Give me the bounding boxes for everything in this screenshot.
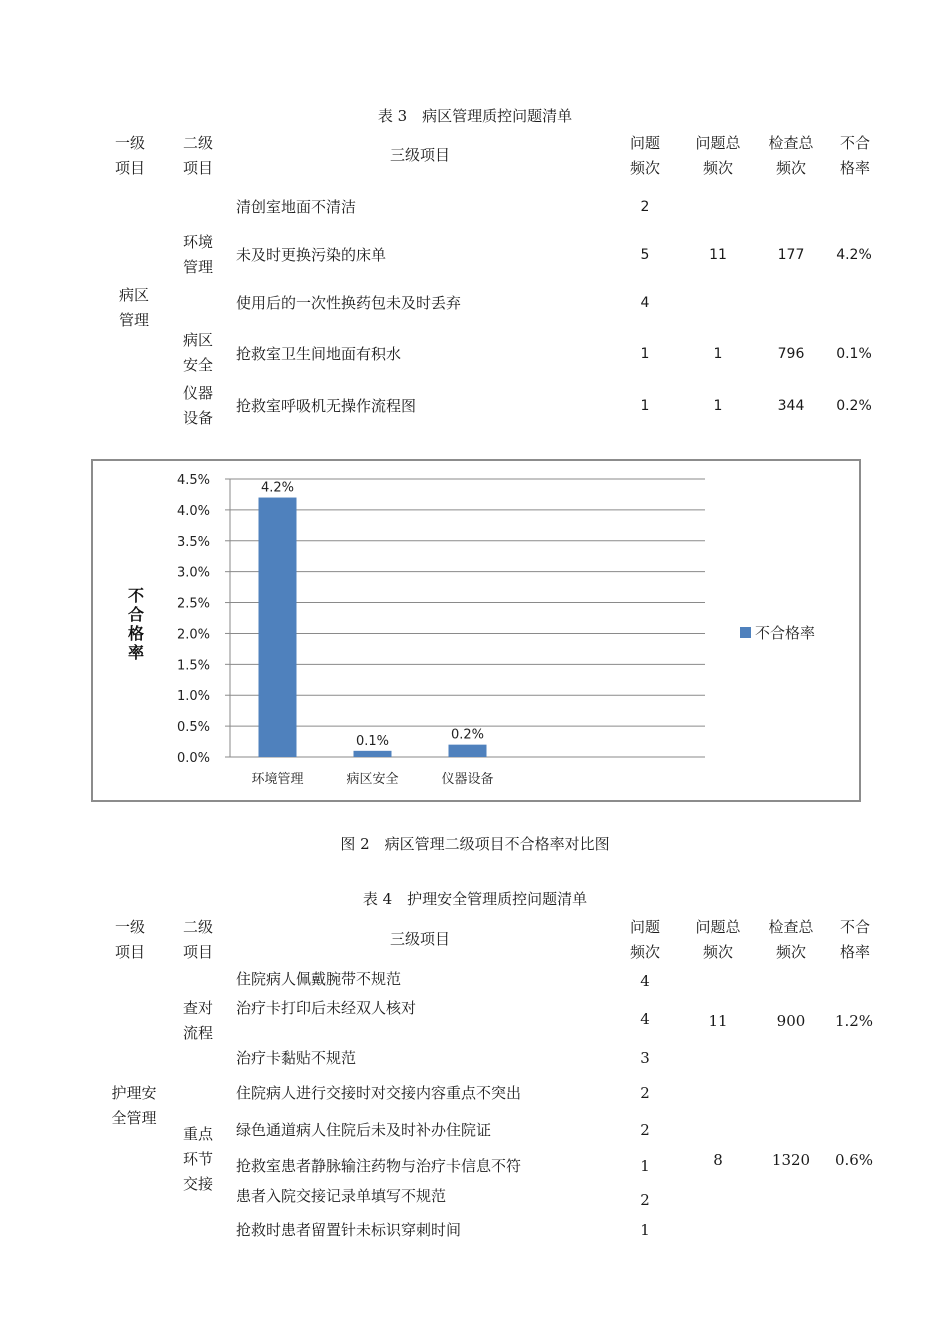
y-tick-label: 0.0%: [176, 751, 210, 766]
table-cell-total: 11: [708, 1012, 728, 1030]
table3-caption: 表 3 病区管理质控问题清单: [377, 107, 573, 125]
table-cell-total: 8: [713, 1151, 723, 1169]
y-tick-label: 1.0%: [176, 689, 210, 705]
table4-header-freq: 问题 频次: [629, 918, 660, 961]
table4-header-rate: 不合 格率: [839, 918, 870, 961]
y-tick-label: 3.0%: [176, 565, 210, 581]
table-cell-freq: 2: [640, 1121, 650, 1139]
table-cell-rate: 0.1%: [836, 346, 872, 362]
table3-level2-ward-safety: 病区 安全: [182, 331, 213, 374]
table4-level2-key-handover: 重点 环节 交接: [182, 1125, 213, 1193]
table-row-item: 未及时更换污染的床单: [236, 246, 387, 264]
bar: [449, 745, 487, 757]
table-cell-checks: 344: [777, 398, 805, 414]
y-tick-label: 4.0%: [176, 503, 210, 519]
table-cell-checks: 796: [777, 346, 805, 362]
y-tick-label: 0.5%: [176, 720, 210, 736]
table-cell-freq: 1: [640, 1221, 650, 1239]
table-cell-rate: 4.2%: [836, 247, 872, 263]
y-axis-title-char: 率: [127, 643, 145, 662]
bar-data-label: 0.2%: [450, 727, 485, 743]
table-cell-rate: 1.2%: [834, 1012, 874, 1030]
table-cell-checks: 900: [776, 1012, 806, 1030]
chart-canvas: [93, 461, 859, 800]
bar-chart: [91, 459, 861, 802]
table-cell-freq: 2: [640, 199, 650, 215]
table4-header-level1: 一级 项目: [114, 918, 145, 961]
y-axis-title-char: 合: [127, 605, 145, 624]
y-tick-label: 1.5%: [176, 658, 210, 674]
figure2-caption: 图 2 病区管理二级项目不合格率对比图: [340, 835, 610, 853]
table3-level2-environment: 环境 管理: [182, 233, 213, 276]
table3-header-level3: 三级项目: [389, 146, 450, 164]
table3-header-total: 问题总 频次: [695, 134, 741, 177]
table-row-item: 抢救时患者留置针未标识穿刺时间: [236, 1221, 462, 1239]
table-cell-rate: 0.6%: [834, 1151, 874, 1169]
table-cell-total: 1: [713, 398, 723, 414]
bar: [354, 751, 392, 757]
table-cell-freq: 4: [640, 295, 650, 311]
table4-level1-label: 护理安 全管理: [111, 1084, 157, 1127]
x-tick-label: 仪器设备: [441, 772, 494, 787]
table-row-item: 住院病人进行交接时对交接内容重点不突出: [236, 1084, 522, 1102]
table-row-item: 抢救室卫生间地面有积水: [236, 345, 402, 363]
table-cell-total: 11: [709, 247, 727, 263]
table-cell-checks: 177: [777, 247, 805, 263]
table-row-item: 清创室地面不清洁: [236, 198, 357, 216]
y-tick-label: 4.5%: [176, 473, 210, 488]
legend-swatch: [740, 627, 751, 638]
y-tick-label: 2.5%: [176, 596, 210, 612]
table4-header-level2: 二级 项目: [182, 918, 213, 961]
table-cell-freq: 2: [640, 1191, 650, 1209]
bar-data-label: 4.2%: [260, 480, 295, 496]
table-row-item: 绿色通道病人住院后未及时补办住院证: [236, 1121, 492, 1139]
table-row-item: 抢救室呼吸机无操作流程图: [236, 397, 417, 415]
bar: [259, 498, 297, 757]
x-tick-label: 环境管理: [251, 772, 304, 787]
table-cell-freq: 1: [640, 398, 650, 414]
y-axis-title-char: 不: [127, 586, 145, 605]
table-cell-total: 1: [713, 346, 723, 362]
table-cell-freq: 5: [640, 247, 650, 263]
table3-level2-equipment: 仪器 设备: [182, 384, 213, 427]
table-cell-freq: 4: [640, 1010, 650, 1028]
table-cell-freq: 2: [640, 1084, 650, 1102]
y-tick-label: 3.5%: [176, 534, 210, 550]
table-row-item: 患者入院交接记录单填写不规范: [236, 1187, 447, 1205]
legend-label: 不合格率: [755, 624, 816, 642]
table-row-item: 抢救室患者静脉输注药物与治疗卡信息不符: [236, 1157, 522, 1175]
table-cell-freq: 1: [640, 346, 650, 362]
table4-level2-check-process: 查对 流程: [182, 999, 213, 1042]
y-axis-title-char: 格: [127, 624, 145, 643]
table-row-item: 使用后的一次性换药包未及时丢弃: [236, 294, 462, 312]
table4-header-level3: 三级项目: [389, 930, 450, 948]
table3-header-checks: 检查总 频次: [768, 134, 814, 177]
table3-level1-label: 病区 管理: [118, 286, 149, 329]
table3-header-level1: 一级 项目: [114, 134, 145, 177]
table3-header-freq: 问题 频次: [629, 134, 660, 177]
table-cell-freq: 3: [640, 1049, 650, 1067]
table-row-item: 治疗卡黏贴不规范: [236, 1049, 357, 1067]
bar-data-label: 0.1%: [355, 733, 390, 749]
table-row-item: 治疗卡打印后未经双人核对: [236, 999, 417, 1017]
table-cell-checks: 1320: [771, 1151, 811, 1169]
table3-header-level2: 二级 项目: [182, 134, 213, 177]
table-cell-freq: 1: [640, 1157, 650, 1175]
table-row-item: 住院病人佩戴腕带不规范: [236, 970, 402, 988]
table3-header-rate: 不合 格率: [839, 134, 870, 177]
table4-caption: 表 4 护理安全管理质控问题清单: [362, 890, 588, 908]
table4-header-total: 问题总 频次: [695, 918, 741, 961]
table-cell-rate: 0.2%: [836, 398, 872, 414]
table-cell-freq: 4: [640, 972, 650, 990]
table4-header-checks: 检查总 频次: [768, 918, 814, 961]
y-tick-label: 2.0%: [176, 627, 210, 643]
x-tick-label: 病区安全: [346, 772, 399, 787]
